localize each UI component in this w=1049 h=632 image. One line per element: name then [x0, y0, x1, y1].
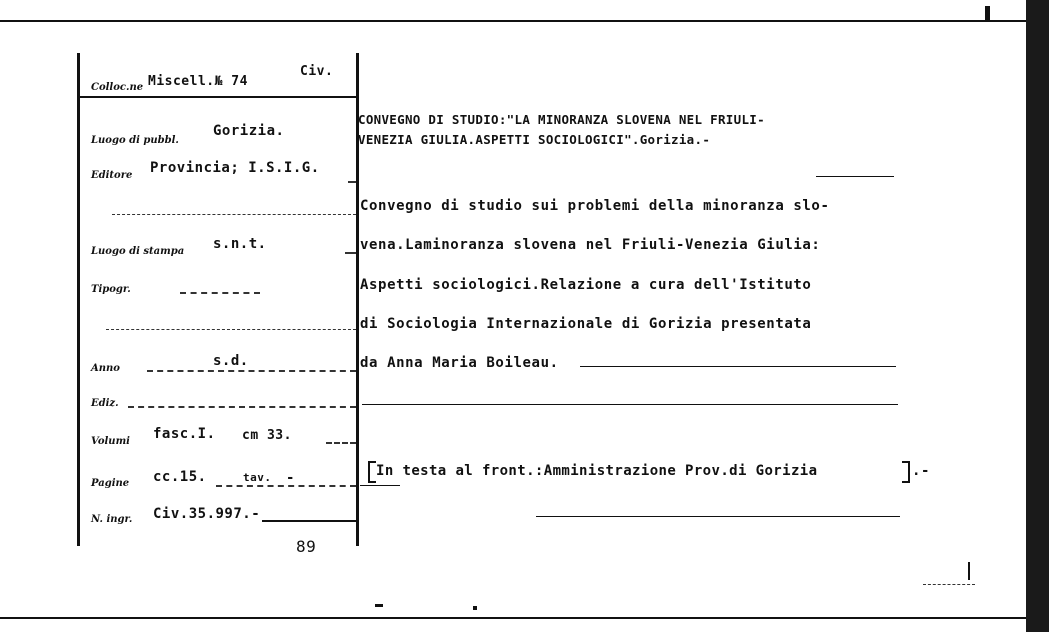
pagine-value: cc.15. [153, 469, 207, 485]
n-ingr-value: Civ.35.997.- [153, 506, 261, 522]
anno-label: Anno [91, 363, 120, 374]
luogo-stampa-dashline [345, 252, 356, 254]
editore-label: Editore [91, 170, 133, 181]
ediz-label: Ediz. [91, 398, 119, 409]
body-line-1: Convegno di studio sui problemi della minoranza slo- [360, 198, 830, 214]
volumi-extra: cm 33. [242, 428, 292, 443]
note-open-bracket [368, 461, 376, 483]
tav-value: - [286, 470, 295, 486]
speck-mark-3 [968, 562, 970, 580]
collocazione-underline [80, 96, 356, 98]
volumi-dashline [326, 442, 356, 444]
note-close-bracket [902, 461, 910, 483]
anno-value: s.d. [213, 353, 249, 369]
note-text: In testa al front.:Amministrazione Prov.di Gorizia [376, 463, 818, 479]
speck-mark [375, 604, 383, 607]
title-underline [816, 176, 894, 177]
n-ingr-underline [262, 520, 356, 522]
tav-label: tav. [243, 471, 272, 484]
blank-rule-1 [362, 404, 898, 405]
luogo-pubbl-label: Luogo di pubbl. [91, 135, 179, 146]
speck-mark-2 [473, 606, 477, 610]
luogo-stampa-label: Luogo di stampa [91, 246, 185, 257]
pagine-label: Pagine [91, 478, 130, 489]
body-line-2: vena.Laminoranza slovena nel Friuli-Venezia Giulia: [360, 237, 821, 253]
body-end-underline [580, 366, 896, 367]
blank-dashline-1 [112, 214, 356, 215]
collocazione-label: Colloc.ne [91, 82, 144, 93]
luogo-pubbl-value: Gorizia. [213, 123, 285, 139]
anno-dashline [147, 370, 356, 372]
collocazione-value: Miscell.№ 74 [148, 74, 248, 89]
right-edge-shadow [1026, 0, 1049, 632]
title-line-2: VENEZIA GIULIA.ASPETTI SOCIOLOGICI".Gorizia.- [358, 132, 711, 147]
left-margin-rule [77, 53, 80, 546]
body-line-4: di Sociologia Internazionale di Gorizia presentata [360, 316, 812, 332]
pagine-dashline [216, 485, 356, 487]
body-line-5: da Anna Maria Boileau. [360, 355, 559, 371]
collocazione-suffix: Civ. [300, 64, 334, 79]
tipogr-dashline [180, 292, 260, 294]
editore-dashline [348, 181, 356, 183]
right-edge-mark [985, 6, 990, 20]
tipogr-label: Tipogr. [91, 284, 131, 295]
right-margin-dash [923, 584, 975, 585]
luogo-stampa-value: s.n.t. [213, 236, 267, 252]
ediz-dashline [128, 406, 356, 408]
editore-value: Provincia; I.S.I.G. [150, 160, 320, 176]
footer-number: 89 [296, 537, 317, 556]
top-border-line [0, 20, 1049, 22]
bottom-border-line [0, 617, 1049, 619]
n-ingr-label: N. ingr. [91, 514, 133, 525]
title-line-1: CONVEGNO DI STUDIO:"LA MINORANZA SLOVENA NEL FRIULI- [358, 112, 765, 127]
note-underline-1 [360, 485, 400, 486]
volumi-label: Volumi [91, 436, 130, 447]
note-end: .- [912, 463, 931, 479]
note-underline-2 [536, 516, 900, 517]
body-line-3: Aspetti sociologici.Relazione a cura dell'Istituto [360, 277, 812, 293]
volumi-value: fasc.I. [153, 426, 216, 442]
blank-dashline-2 [106, 329, 356, 330]
